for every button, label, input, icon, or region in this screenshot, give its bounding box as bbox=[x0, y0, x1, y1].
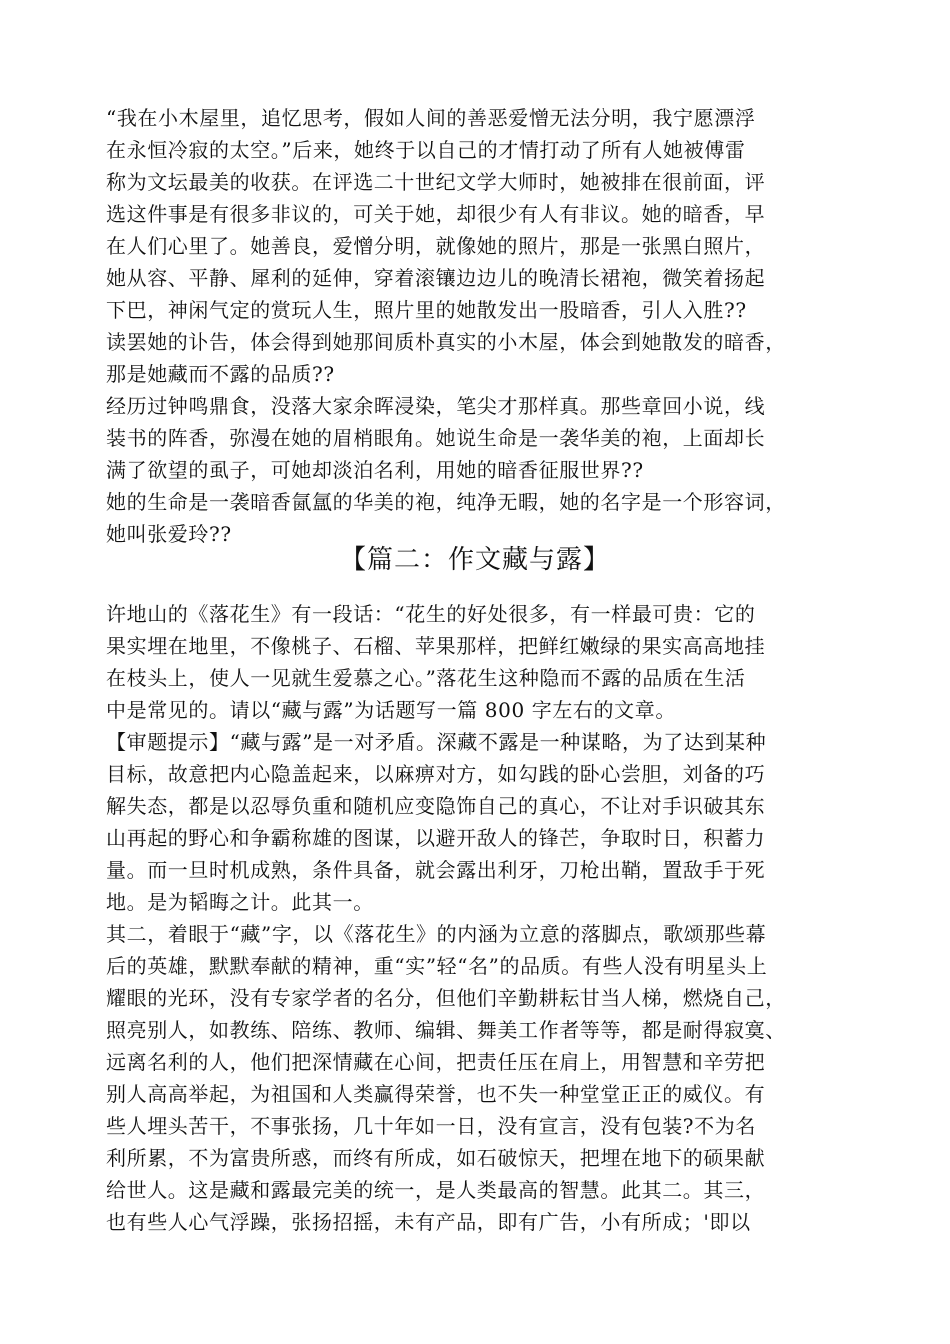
text-line: 下巴，神闲气定的赏玩人生，照片里的她散发出一股暗香，引人入胜?? bbox=[106, 298, 747, 322]
text-line: 些人埋头苦干，不事张扬，几十年如一日，没有宣言，没有包装?不为名 bbox=[106, 1114, 756, 1138]
text-line: 在人们心里了。她善良，爱憎分明，就像她的照片，那是一张黑白照片， bbox=[106, 234, 766, 258]
text-line: 那是她藏而不露的品质?? bbox=[106, 362, 335, 386]
text-line: 她从容、平静、犀利的延伸，穿着滚镶边边儿的晚清长裙袍，微笑着扬起 bbox=[106, 266, 766, 290]
text-line: 地。是为韬晦之计。此其一。 bbox=[106, 890, 374, 914]
text-line: 给世人。这是藏和露最完美的统一，是人类最高的智慧。此其二。其三， bbox=[106, 1178, 766, 1202]
text-line: 山再起的野心和争霸称雄的图谋，以避开敌人的锋芒，争取时日，积蓄力 bbox=[106, 826, 766, 850]
text-line: 其二，着眼于“藏”字，以《落花生》的内涵为立意的落脚点，歌颂那些幕 bbox=[106, 922, 767, 946]
text-line: 量。而一旦时机成熟，条件具备，就会露出利牙，刀枪出鞘，置敌手于死 bbox=[106, 858, 766, 882]
text-line: 解失态，都是以忍辱负重和随机应变隐饰自己的真心，不让对手识破其东 bbox=[106, 794, 766, 818]
text-line: 【审题提示】“藏与露”是一对矛盾。深藏不露是一种谋略，为了达到某种 bbox=[106, 730, 767, 754]
text-line: 利所累，不为富贵所惑，而终有所成，如石破惊天，把埋在地下的硕果献 bbox=[106, 1146, 766, 1170]
text-line: 也有些人心气浮躁，张扬招摇，未有产品，即有广告，小有所成；'即以 bbox=[106, 1210, 751, 1234]
text-line: 满了欲望的虱子，可她却淡泊名利，用她的暗香征服世界?? bbox=[106, 458, 644, 482]
essay-part-one bbox=[106, 102, 866, 550]
essay-part-two bbox=[106, 598, 866, 1238]
text-line: 经历过钟鸣鼎食，没落大家余晖浸染，笔尖才那样真。那些章回小说，线 bbox=[106, 394, 766, 418]
text-line: 果实埋在地里，不像桃子、石榴、苹果那样，把鲜红嫩绿的果实高高地挂 bbox=[106, 634, 766, 658]
text-line: 读罢她的讣告，体会得到她那间质朴真实的小木屋，体会到她散发的暗香， bbox=[106, 330, 786, 354]
text-line: 在枝头上，使人一见就生爱慕之心。”落花生这种隐而不露的品质在生活 bbox=[106, 666, 746, 690]
text-line: 中是常见的。请以“藏与露”为话题写一篇 800 字左右的文章。 bbox=[106, 698, 676, 722]
text-line: 远离名利的人，他们把深情藏在心间，把责任压在肩上，用智慧和辛劳把 bbox=[106, 1050, 766, 1074]
text-line: “我在小木屋里，追忆思考，假如人间的善恶爱憎无法分明，我宁愿漂浮 bbox=[106, 106, 756, 130]
text-line: 在永恒冷寂的太空。”后来，她终于以自己的才情打动了所有人她被傅雷 bbox=[106, 138, 746, 162]
text-line: 后的英雄，默默奉献的精神，重“实”轻“名”的品质。有些人没有明星头上 bbox=[106, 954, 768, 978]
text-line: 她叫张爱玲?? bbox=[106, 522, 232, 546]
text-line: 称为文坛最美的收获。在评选二十世纪文学大师时，她被排在很前面，评 bbox=[106, 170, 766, 194]
text-line: 她的生命是一袭暗香氤氲的华美的袍，纯净无暇，她的名字是一个形容词， bbox=[106, 490, 786, 514]
text-line: 别人高高举起，为祖国和人类赢得荣誉，也不失一种堂堂正正的威仪。有 bbox=[106, 1082, 766, 1106]
section-heading: 【篇二：作文藏与露】 bbox=[339, 545, 610, 575]
text-line: 装书的阵香，弥漫在她的眉梢眼角。她说生命是一袭华美的袍，上面却长 bbox=[106, 426, 766, 450]
text-line: 目标，故意把内心隐盖起来，以麻痹对方，如勾践的卧心尝胆，刘备的巧 bbox=[106, 762, 766, 786]
text-line: 选这件事是有很多非议的，可关于她，却很少有人有非议。她的暗香，早 bbox=[106, 202, 766, 226]
text-line: 照亮别人，如教练、陪练、教师、编辑、舞美工作者等等，都是耐得寂寞、 bbox=[106, 1018, 786, 1042]
text-line: 许地山的《落花生》有一段话：“花生的好处很多，有一样最可贵：它的 bbox=[106, 602, 756, 626]
text-line: 耀眼的光环，没有专家学者的名分，但他们辛勤耕耘甘当人梯，燃烧自己， bbox=[106, 986, 786, 1010]
